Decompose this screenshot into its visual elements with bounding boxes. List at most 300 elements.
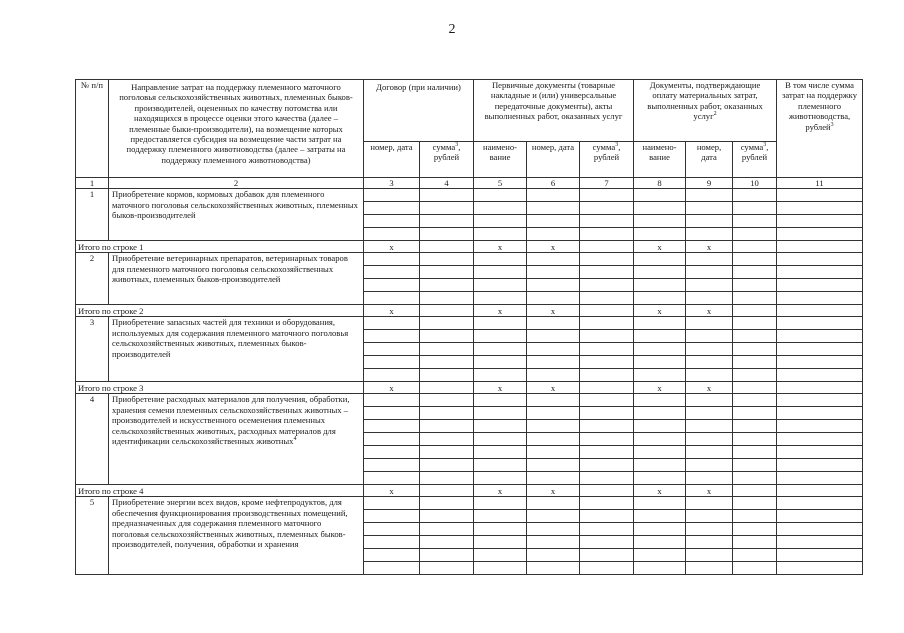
empty-cell — [733, 369, 777, 382]
x-mark: x — [474, 305, 527, 317]
subtotal-label: Итого по строке 2 — [76, 305, 364, 317]
empty-cell — [777, 549, 863, 562]
empty-cell — [527, 497, 580, 510]
empty-cell — [733, 472, 777, 485]
empty-cell — [580, 215, 634, 228]
empty-cell — [364, 317, 420, 330]
empty-cell — [474, 253, 527, 266]
empty-cell — [420, 549, 474, 562]
empty-cell — [580, 369, 634, 382]
subtotal-label: Итого по строке 1 — [76, 241, 364, 253]
col-np-header: № п/п — [76, 80, 109, 178]
empty-cell — [474, 292, 527, 305]
empty-cell — [580, 420, 634, 433]
empty-cell — [777, 433, 863, 446]
empty-cell — [474, 317, 527, 330]
empty-cell — [733, 382, 777, 394]
empty-cell — [733, 189, 777, 202]
empty-cell — [420, 253, 474, 266]
empty-cell — [474, 420, 527, 433]
sub-number-date: номер, дата — [364, 142, 420, 178]
empty-cell — [580, 317, 634, 330]
empty-cell — [420, 394, 474, 407]
col-num: 2 — [109, 178, 364, 189]
empty-cell — [474, 459, 527, 472]
empty-cell — [527, 228, 580, 241]
empty-cell — [364, 562, 420, 575]
empty-cell — [474, 549, 527, 562]
col-num: 9 — [686, 178, 733, 189]
col-num: 6 — [527, 178, 580, 189]
row-number: 3 — [76, 317, 109, 382]
empty-cell — [686, 253, 733, 266]
empty-cell — [777, 305, 863, 317]
empty-cell — [420, 523, 474, 536]
empty-cell — [777, 189, 863, 202]
empty-cell — [420, 446, 474, 459]
empty-cell — [733, 433, 777, 446]
empty-cell — [527, 549, 580, 562]
sub-sum: сумма$^3$, рублей — [580, 142, 634, 178]
empty-cell — [420, 292, 474, 305]
col-num: 8 — [634, 178, 686, 189]
empty-cell — [527, 202, 580, 215]
empty-cell — [474, 356, 527, 369]
empty-cell — [364, 369, 420, 382]
empty-cell — [777, 343, 863, 356]
empty-cell — [580, 382, 634, 394]
empty-cell — [777, 292, 863, 305]
empty-cell — [686, 279, 733, 292]
empty-cell — [634, 356, 686, 369]
x-mark: x — [527, 305, 580, 317]
empty-cell — [364, 202, 420, 215]
empty-cell — [634, 228, 686, 241]
empty-cell — [364, 510, 420, 523]
sub-sum: сумма$^3$, рублей — [733, 142, 777, 178]
empty-cell — [474, 202, 527, 215]
empty-cell — [420, 433, 474, 446]
empty-cell — [420, 382, 474, 394]
empty-cell — [364, 536, 420, 549]
empty-cell — [527, 343, 580, 356]
page-number: 2 — [448, 22, 456, 37]
empty-cell — [364, 215, 420, 228]
empty-cell — [474, 472, 527, 485]
empty-cell — [777, 407, 863, 420]
empty-cell — [777, 510, 863, 523]
empty-cell — [733, 523, 777, 536]
empty-cell — [580, 472, 634, 485]
empty-cell — [420, 497, 474, 510]
col-num: 3 — [364, 178, 420, 189]
empty-cell — [777, 394, 863, 407]
row-number: 2 — [76, 253, 109, 305]
empty-cell — [733, 485, 777, 497]
empty-cell — [733, 305, 777, 317]
empty-cell — [777, 420, 863, 433]
empty-cell — [777, 253, 863, 266]
empty-cell — [686, 266, 733, 279]
subtotal-label: Итого по строке 4 — [76, 485, 364, 497]
empty-cell — [634, 394, 686, 407]
empty-cell — [364, 330, 420, 343]
subsidy-table — [75, 79, 863, 575]
empty-cell — [580, 189, 634, 202]
column-numbers-row — [76, 178, 863, 189]
empty-cell — [777, 356, 863, 369]
empty-cell — [686, 215, 733, 228]
empty-cell — [474, 394, 527, 407]
row-direction-text: Приобретение кормов, кормовых добавок для племенного маточного поголовья сельскохозяйственных животных, племенных быков-производителей — [109, 189, 364, 241]
row-direction-text: Приобретение запасных частей для техники и оборудования, используемых для содержания племенного маточного поголовья сельскохозяйственных животных, племенных быков-производителей — [109, 317, 364, 382]
empty-cell — [777, 330, 863, 343]
empty-cell — [420, 510, 474, 523]
empty-cell — [634, 472, 686, 485]
empty-cell — [634, 369, 686, 382]
empty-cell — [777, 369, 863, 382]
empty-cell — [474, 446, 527, 459]
empty-cell — [733, 356, 777, 369]
x-mark: x — [364, 241, 420, 253]
empty-cell — [364, 279, 420, 292]
empty-cell — [527, 215, 580, 228]
empty-cell — [527, 407, 580, 420]
empty-cell — [686, 356, 733, 369]
col-num: 5 — [474, 178, 527, 189]
empty-cell — [420, 279, 474, 292]
empty-cell — [364, 523, 420, 536]
table-row — [76, 189, 863, 202]
group-confirm-header: Документы, подтверждающие оплату материальных затрат, выполненных работ, оказанных услуг$^2$ — [634, 80, 777, 142]
empty-cell — [686, 497, 733, 510]
empty-cell — [733, 420, 777, 433]
empty-cell — [580, 343, 634, 356]
empty-cell — [527, 536, 580, 549]
empty-cell — [634, 549, 686, 562]
x-mark: x — [686, 241, 733, 253]
empty-cell — [733, 317, 777, 330]
empty-cell — [733, 510, 777, 523]
empty-cell — [580, 446, 634, 459]
empty-cell — [686, 536, 733, 549]
empty-cell — [580, 394, 634, 407]
x-mark: x — [686, 382, 733, 394]
empty-cell — [777, 562, 863, 575]
empty-cell — [733, 394, 777, 407]
empty-cell — [686, 562, 733, 575]
empty-cell — [686, 510, 733, 523]
empty-cell — [474, 562, 527, 575]
empty-cell — [474, 330, 527, 343]
empty-cell — [777, 485, 863, 497]
empty-cell — [686, 189, 733, 202]
empty-cell — [777, 228, 863, 241]
empty-cell — [733, 549, 777, 562]
empty-cell — [634, 459, 686, 472]
subtotal-row — [76, 485, 863, 497]
empty-cell — [777, 536, 863, 549]
x-mark: x — [634, 382, 686, 394]
empty-cell — [474, 228, 527, 241]
x-mark: x — [474, 382, 527, 394]
empty-cell — [527, 369, 580, 382]
empty-cell — [527, 253, 580, 266]
empty-cell — [420, 189, 474, 202]
empty-cell — [580, 330, 634, 343]
empty-cell — [733, 279, 777, 292]
empty-cell — [364, 356, 420, 369]
empty-cell — [733, 446, 777, 459]
empty-cell — [364, 228, 420, 241]
empty-cell — [580, 407, 634, 420]
empty-cell — [686, 446, 733, 459]
empty-cell — [474, 497, 527, 510]
empty-cell — [474, 510, 527, 523]
empty-cell — [364, 407, 420, 420]
empty-cell — [420, 407, 474, 420]
empty-cell — [580, 279, 634, 292]
empty-cell — [634, 433, 686, 446]
empty-cell — [634, 202, 686, 215]
empty-cell — [364, 394, 420, 407]
empty-cell — [777, 446, 863, 459]
col-num: 1 — [76, 178, 109, 189]
empty-cell — [527, 472, 580, 485]
empty-cell — [733, 562, 777, 575]
empty-cell — [777, 459, 863, 472]
empty-cell — [474, 369, 527, 382]
empty-cell — [474, 279, 527, 292]
empty-cell — [420, 369, 474, 382]
subtotal-label: Итого по строке 3 — [76, 382, 364, 394]
empty-cell — [777, 202, 863, 215]
empty-cell — [634, 343, 686, 356]
empty-cell — [420, 266, 474, 279]
empty-cell — [527, 523, 580, 536]
empty-cell — [527, 266, 580, 279]
x-mark: x — [527, 485, 580, 497]
empty-cell — [420, 343, 474, 356]
empty-cell — [420, 485, 474, 497]
x-mark: x — [364, 305, 420, 317]
empty-cell — [364, 497, 420, 510]
empty-cell — [580, 228, 634, 241]
empty-cell — [733, 202, 777, 215]
empty-cell — [686, 472, 733, 485]
empty-cell — [686, 292, 733, 305]
x-mark: x — [686, 305, 733, 317]
empty-cell — [580, 266, 634, 279]
subtotal-row — [76, 382, 863, 394]
empty-cell — [364, 266, 420, 279]
x-mark: x — [474, 485, 527, 497]
empty-cell — [686, 407, 733, 420]
empty-cell — [474, 343, 527, 356]
empty-cell — [733, 343, 777, 356]
x-mark: x — [634, 485, 686, 497]
empty-cell — [733, 407, 777, 420]
empty-cell — [420, 241, 474, 253]
empty-cell — [527, 446, 580, 459]
empty-cell — [420, 536, 474, 549]
empty-cell — [733, 536, 777, 549]
empty-cell — [634, 266, 686, 279]
x-mark: x — [634, 241, 686, 253]
empty-cell — [634, 317, 686, 330]
empty-cell — [364, 472, 420, 485]
empty-cell — [580, 497, 634, 510]
empty-cell — [527, 562, 580, 575]
empty-cell — [420, 459, 474, 472]
empty-cell — [634, 292, 686, 305]
empty-cell — [364, 549, 420, 562]
empty-cell — [686, 202, 733, 215]
empty-cell — [777, 215, 863, 228]
empty-cell — [686, 549, 733, 562]
col-num: 7 — [580, 178, 634, 189]
x-mark: x — [634, 305, 686, 317]
empty-cell — [580, 523, 634, 536]
empty-cell — [580, 241, 634, 253]
table-row — [76, 317, 863, 330]
sub-number: номер, дата — [686, 142, 733, 178]
empty-cell — [364, 343, 420, 356]
empty-cell — [364, 446, 420, 459]
empty-cell — [686, 394, 733, 407]
empty-cell — [474, 189, 527, 202]
empty-cell — [580, 202, 634, 215]
subtotal-row — [76, 305, 863, 317]
empty-cell — [634, 446, 686, 459]
empty-cell — [686, 228, 733, 241]
empty-cell — [777, 523, 863, 536]
empty-cell — [580, 433, 634, 446]
col-num: 10 — [733, 178, 777, 189]
table-row — [76, 497, 863, 510]
empty-cell — [634, 497, 686, 510]
empty-cell — [364, 253, 420, 266]
empty-cell — [733, 215, 777, 228]
x-mark: x — [364, 382, 420, 394]
empty-cell — [474, 266, 527, 279]
empty-cell — [686, 420, 733, 433]
empty-cell — [777, 266, 863, 279]
empty-cell — [777, 382, 863, 394]
empty-cell — [580, 305, 634, 317]
subtotal-row — [76, 241, 863, 253]
sub-name: наимено-вание — [474, 142, 527, 178]
empty-cell — [527, 510, 580, 523]
empty-cell — [527, 433, 580, 446]
col-direction-header: Направление затрат на поддержку племенного маточного поголовья сельскохозяйственных животных, племенных быков-производителей, оцененных по качеству потомства или находящихся в процессе оценки этого качества (далее – племенные быки-производители), на возмещение которых предоставляется субсидия на возмещение части затрат на поддержку племенного животноводства (далее – затраты на поддержку племенного животноводства) — [109, 80, 364, 178]
empty-cell — [364, 459, 420, 472]
empty-cell — [777, 241, 863, 253]
empty-cell — [733, 253, 777, 266]
empty-cell — [580, 549, 634, 562]
x-mark: x — [474, 241, 527, 253]
empty-cell — [420, 562, 474, 575]
row-number: 4 — [76, 394, 109, 485]
empty-cell — [634, 215, 686, 228]
empty-cell — [580, 562, 634, 575]
empty-cell — [733, 241, 777, 253]
empty-cell — [420, 215, 474, 228]
empty-cell — [474, 433, 527, 446]
group-primary-header: Первичные документы (товарные накладные и (или) универсальные передаточные документы), акты выполненных работ, оказанных услуг — [474, 80, 634, 142]
empty-cell — [580, 536, 634, 549]
group-contract-header: Договор (при наличии) — [364, 80, 474, 142]
empty-cell — [733, 497, 777, 510]
empty-cell — [420, 202, 474, 215]
row-number: 5 — [76, 497, 109, 575]
empty-cell — [686, 317, 733, 330]
empty-cell — [733, 266, 777, 279]
empty-cell — [777, 317, 863, 330]
x-mark: x — [364, 485, 420, 497]
empty-cell — [634, 523, 686, 536]
table-row — [76, 253, 863, 266]
empty-cell — [527, 317, 580, 330]
x-mark: x — [527, 382, 580, 394]
empty-cell — [686, 330, 733, 343]
empty-cell — [580, 253, 634, 266]
empty-cell — [777, 472, 863, 485]
col-num: 11 — [777, 178, 863, 189]
empty-cell — [634, 189, 686, 202]
empty-cell — [634, 279, 686, 292]
x-mark: x — [686, 485, 733, 497]
empty-cell — [527, 292, 580, 305]
empty-cell — [420, 228, 474, 241]
empty-cell — [420, 330, 474, 343]
empty-cell — [364, 420, 420, 433]
empty-cell — [634, 330, 686, 343]
empty-cell — [474, 215, 527, 228]
empty-cell — [686, 343, 733, 356]
empty-cell — [527, 420, 580, 433]
empty-cell — [686, 369, 733, 382]
sub-name: наимено-вание — [634, 142, 686, 178]
sub-number: номер, дата — [527, 142, 580, 178]
empty-cell — [527, 356, 580, 369]
empty-cell — [634, 420, 686, 433]
empty-cell — [634, 536, 686, 549]
empty-cell — [580, 356, 634, 369]
empty-cell — [420, 420, 474, 433]
x-mark: x — [527, 241, 580, 253]
col-num: 4 — [420, 178, 474, 189]
empty-cell — [580, 510, 634, 523]
empty-cell — [527, 279, 580, 292]
empty-cell — [527, 394, 580, 407]
empty-cell — [420, 305, 474, 317]
empty-cell — [580, 459, 634, 472]
col-total-header: В том числе сумма затрат на поддержку племенного животноводства, рублей$^3$ — [777, 80, 863, 178]
empty-cell — [733, 330, 777, 343]
empty-cell — [634, 510, 686, 523]
empty-cell — [634, 562, 686, 575]
empty-cell — [420, 472, 474, 485]
empty-cell — [420, 356, 474, 369]
empty-cell — [634, 253, 686, 266]
empty-cell — [686, 523, 733, 536]
row-direction-text: Приобретение ветеринарных препаратов, ветеринарных товаров для племенного маточного поголовья сельскохозяйственных животных, племенных быков-производителей — [109, 253, 364, 305]
empty-cell — [474, 536, 527, 549]
row-direction-text: Приобретение энергии всех видов, кроме нефтепродуктов, для обеспечения функционирования производственных помещений, предназначенных для содержания племенного маточного поголовья сельскохозяйственных животных, племенных быков-производителей, получения, обработки и хранения — [109, 497, 364, 575]
row-number: 1 — [76, 189, 109, 241]
empty-cell — [364, 433, 420, 446]
